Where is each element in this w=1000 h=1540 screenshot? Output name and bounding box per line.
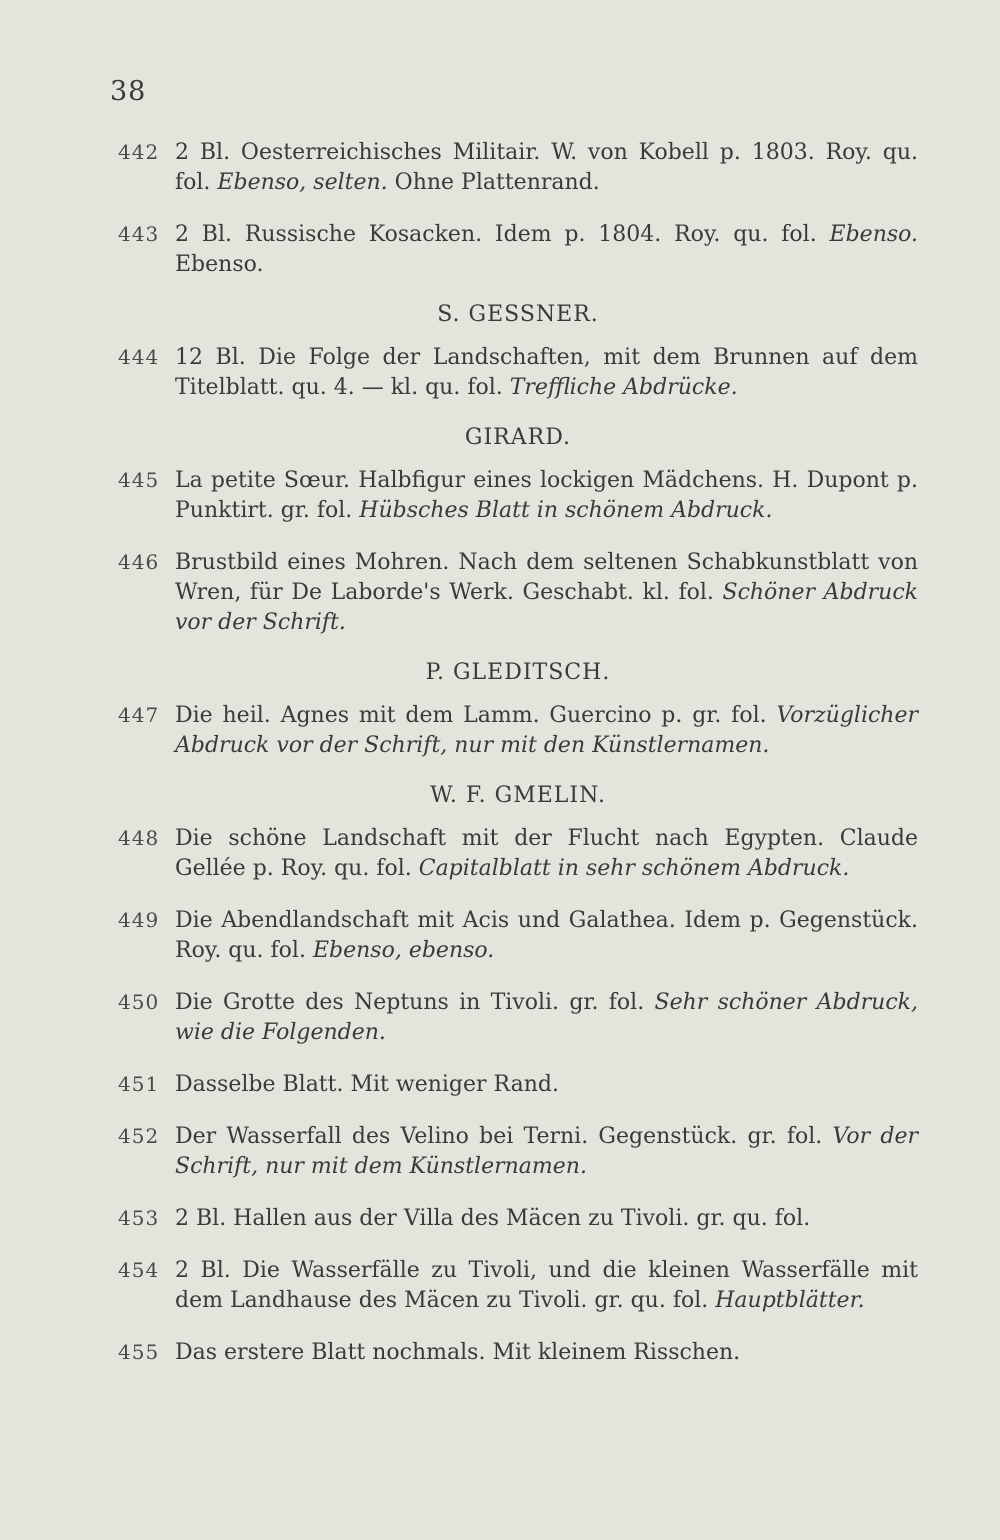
catalog-entry [118,220,918,280]
catalog-entry [118,1338,918,1368]
entry-number: 454 [118,1258,160,1282]
entry-text [175,1256,918,1316]
entry-text [175,701,918,761]
page-number: 38 [110,76,147,107]
entry-condition-note: Hauptblätter. [715,1288,865,1313]
entry-number: 455 [118,1340,160,1364]
entry-text [175,906,918,966]
entry-text [175,1122,918,1182]
entry-condition-note: Ebenso, ebenso. [312,938,495,963]
catalog-entry [118,1122,918,1182]
entry-description: 2 Bl. Russische Kosacken. Idem p. 1804. Roy. qu. fol. [175,222,817,247]
section-heading: W. F. GMELIN. [430,783,606,808]
entry-text [175,824,918,884]
entry-number: 444 [118,345,160,369]
entry-description: 12 Bl. Die Folge der Landschaften, mit dem Brunnen auf dem Titelblatt. qu. 4. — kl. qu. fol. [175,345,918,400]
entry-condition-note: Vor der Schrift, nur mit dem Künstlernamen. [175,1124,918,1179]
entry-number: 446 [118,550,160,574]
entry-number: 443 [118,222,160,246]
section-heading: P. GLEDITSCH. [425,660,611,685]
entry-condition-note: Ebenso, selten. [217,170,388,195]
entry-extra-note: Ohne Plattenrand. [394,170,600,195]
entry-number: 451 [118,1072,160,1096]
entry-number: 448 [118,826,160,850]
entry-condition-note: Hübsches Blatt in schönem Abdruck. [359,498,773,523]
section-heading: GIRARD. [464,425,572,450]
entry-condition-note: Schöner Abdruck vor der Schrift. [175,580,919,635]
entry-text [175,466,918,526]
catalog-entry [118,1256,918,1316]
entry-description: Die Grotte des Neptuns in Tivoli. gr. fol. [175,990,645,1015]
entry-text [175,343,918,403]
entry-description: 2 Bl. Hallen aus der Villa des Mäcen zu Tivoli. gr. qu. fol. [175,1206,811,1231]
catalog-entry [118,343,918,403]
catalog-entry [118,906,918,966]
catalog-entry [118,466,918,526]
entry-number: 453 [118,1206,160,1230]
catalog-entry [118,548,918,638]
entry-condition-note: Sehr schöner Abdruck, wie die Folgenden. [175,990,918,1045]
entry-description: 2 Bl. Die Wasserfälle zu Tivoli, und die kleinen Wasserfälle mit dem Landhause des Mäcen zu Tivoli. gr. qu. fol. [175,1258,918,1313]
entry-description: Die heil. Agnes mit dem Lamm. Guercino p. gr. fol. [175,703,767,728]
entry-description: 2 Bl. Oesterreichisches Militair. W. von Kobell p. 1803. Roy. qu. fol. [175,140,918,195]
entry-number: 450 [118,990,160,1014]
entry-number: 447 [118,703,160,727]
catalog-entry [118,138,918,198]
entry-description: La petite Sœur. Halbfigur eines lockigen Mädchens. H. Dupont p. Punktirt. gr. fol. [175,468,918,523]
entry-list [118,138,918,1390]
entry-condition-note: Treffliche Abdrücke. [509,375,738,400]
entry-text [175,1204,918,1234]
catalog-entry [118,701,918,761]
entry-description: Dasselbe Blatt. Mit weniger Rand. [175,1072,559,1097]
section-heading: S. GESSNER. [437,302,599,327]
entry-description: Die Abendlandschaft mit Acis und Galathea. Idem p. Gegenstück. Roy. qu. fol. [175,908,918,963]
entry-description: Brustbild eines Mohren. Nach dem seltenen Schabkunstblatt von Wren, für De Laborde's Werk. Geschabt. kl. fol. [175,550,918,605]
catalog-entry [118,824,918,884]
entry-description: Der Wasserfall des Velino bei Terni. Gegenstück. gr. fol. [175,1124,823,1149]
entry-number: 442 [118,140,160,164]
entry-description: Die schöne Landschaft mit der Flucht nach Egypten. Claude Gellée p. Roy. qu. fol. [175,826,918,881]
entry-text [175,138,918,198]
catalog-entry [118,988,918,1048]
entry-number: 452 [118,1124,160,1148]
entry-text [175,548,918,638]
entry-text [175,1070,918,1100]
entry-text [175,988,918,1048]
entry-condition-note: Vorzüglicher Abdruck vor der Schrift, nur mit den Künstlernamen. [175,703,919,758]
catalog-entry [118,1204,918,1234]
entry-number: 445 [118,468,160,492]
entry-text [175,1338,918,1368]
entry-description: Das erstere Blatt nochmals. Mit kleinem Risschen. [175,1340,741,1365]
catalog-entry [118,1070,918,1100]
entry-extra-note: Ebenso. [175,252,264,277]
entry-text [175,220,918,280]
entry-number: 449 [118,908,160,932]
entry-condition-note: Ebenso. [829,222,919,247]
entry-condition-note: Capitalblatt in sehr schönem Abdruck. [418,856,850,881]
